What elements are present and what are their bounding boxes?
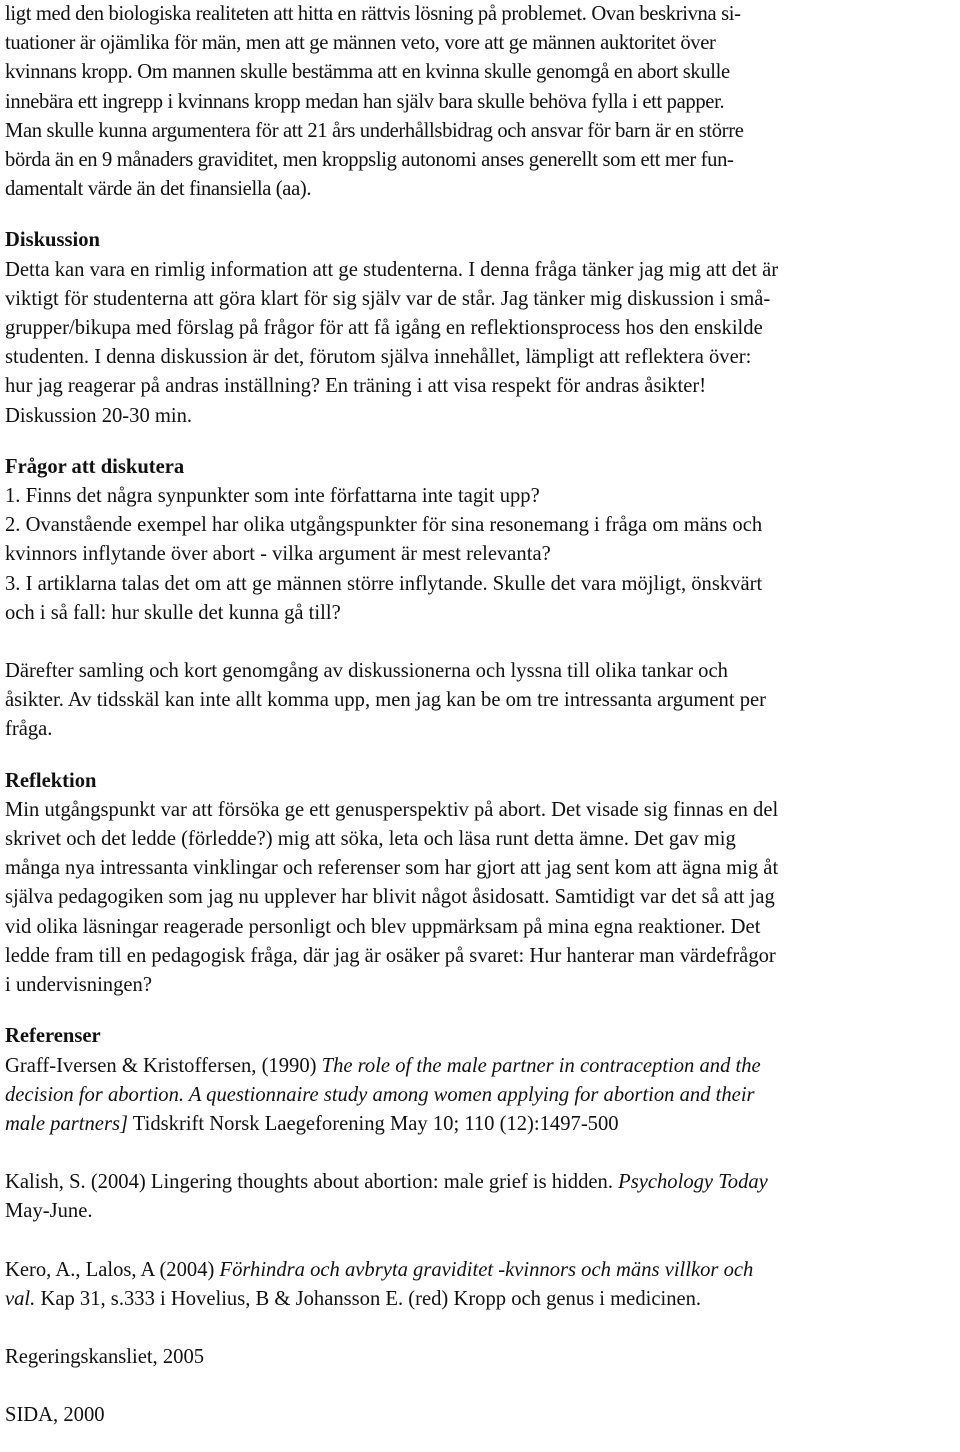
question-line: kvinnors inflytande över abort - vilka argument är mest relevanta? [5, 543, 551, 566]
reference-graff-iversen [5, 1052, 955, 1140]
intro-paragraph [5, 0, 955, 204]
question-line: och i så fall: hur skulle det kunna gå till? [5, 601, 341, 624]
reference-title: Förhindra och avbryta graviditet -kvinnors och mäns villkor och [219, 1258, 754, 1281]
reference-source: Tidskrift Norsk Laegeforening May 10; 110 (12):1497-500 [128, 1112, 619, 1135]
text-line: många nya intressanta vinklingar och referenser som har gjort att jag sent kom att ägna mig åt [5, 857, 779, 880]
text-line: ligt med den biologiska realiteten att hitta en rättvis lösning på problemet. Ovan beskrivna si- [5, 3, 741, 25]
reflektion-section [5, 767, 955, 1001]
text-line: Därefter samling och kort genomgång av diskussionerna och lyssna till olika tankar och [5, 660, 728, 683]
reference-source: Kap 31, s.333 i Hovelius, B & Johansson E. (red) Kropp och genus i medicinen. [35, 1287, 702, 1310]
text-line: studenten. I denna diskussion är det, förutom själva innehållet, lämpligt att reflektera över: [5, 346, 752, 369]
question-line: 1. Finns det några synpunkter som inte författarna inte tagit upp? [5, 485, 540, 508]
text-line: Min utgångspunkt var att försöka ge ett genusperspektiv på abort. Det visade sig finnas en del [5, 798, 779, 821]
text-line: tuationer är ojämlika för män, men att ge männen veto, vore att ge männen auktoritet över [5, 32, 716, 55]
text-line: själva pedagogiken som jag nu upplever har blivit något åsidosatt. Samtidigt var det så att jag [5, 886, 775, 909]
reference-authors: Graff-Iversen & Kristoffersen, (1990) [5, 1054, 322, 1077]
section-heading-diskussion: Diskussion [5, 229, 101, 252]
text-line: vid olika läsningar reagerade personligt och blev uppmärksam på mina egna reaktioner. Det [5, 915, 761, 938]
question-line: 2. Ovanstående exempel har olika utgångspunkter för sina resonemang i fråga om mäns och [5, 514, 763, 537]
text-line: ledde fram till en pedagogisk fråga, där jag är osäker på svaret: Hur hanterar man värdefrågor [5, 944, 776, 967]
section-heading-referenser: Referenser [5, 1025, 101, 1048]
text-line: Diskussion 20-30 min. [5, 404, 193, 427]
text-line: skrivet och det ledde (förledde?) mig att söka, leta och läsa runt detta ämne. Det gav mig [5, 828, 736, 851]
question-line: 3. I artiklarna talas det om att ge männen större inflytande. Skulle det vara möjligt, önskvärt [5, 572, 763, 595]
text-line: fråga. [5, 718, 53, 741]
darefter-paragraph [5, 657, 955, 745]
text-line: börda än en 9 månaders graviditet, men kroppslig autonomi anses generellt som ett mer fun- [5, 149, 734, 172]
text-line: Detta kan vara en rimlig information att ge studenterna. I denna fråga tänker jag mig att det är [5, 258, 779, 281]
text-line: viktigt för studenterna att göra klart för sig själv var de står. Jag tänker mig diskussion i små- [5, 287, 771, 310]
reference-kero [5, 1256, 955, 1314]
reference-regeringskansliet: Regeringskansliet, 2005 [5, 1345, 205, 1368]
text-line: grupper/bikupa med förslag på frågor för att få igång en reflektionsprocess hos den enskilde [5, 317, 763, 340]
reference-title: decision for abortion. A questionnaire study among women applying for abortion and their [5, 1083, 755, 1106]
text-line: innebära ett ingrepp i kvinnans kropp medan han själv bara skulle behöva fylla i ett papper. [5, 90, 725, 113]
text-line: Man skulle kunna argumentera för att 21 års underhållsbidrag och ansvar för barn är en större [5, 119, 744, 142]
diskussion-section [5, 226, 955, 430]
fragor-section [5, 453, 955, 628]
text-line: i undervisningen? [5, 974, 152, 997]
reference-kalish [5, 1168, 955, 1226]
reference-title: val. [5, 1287, 36, 1310]
reference-journal: Psychology Today [618, 1171, 768, 1194]
referenser-section [5, 1022, 955, 1430]
reference-title: The role of the male partner in contraception and the [321, 1054, 761, 1077]
reference-date: May-June. [5, 1200, 93, 1223]
text-line: kvinnans kropp. Om mannen skulle bestämma att en kvinna skulle genomgå en abort skulle [5, 61, 730, 84]
text-line: damentalt värde än det finansiella (aa). [5, 178, 312, 201]
reference-text: Kalish, S. (2004) Lingering thoughts about abortion: male grief is hidden. [5, 1171, 619, 1194]
document-page [5, 0, 955, 1430]
text-line: hur jag reagerar på andras inställning? En träning i att visa respekt för andras åsikter! [5, 375, 707, 398]
reference-title: male partners] [5, 1112, 128, 1135]
text-line: åsikter. Av tidsskäl kan inte allt komma upp, men jag kan be om tre intressanta argument per [5, 689, 767, 712]
section-heading-reflektion: Reflektion [5, 769, 97, 792]
reference-sida: SIDA, 2000 [5, 1404, 105, 1427]
reference-authors: Kero, A., Lalos, A (2004) [5, 1258, 220, 1281]
section-heading-fragor: Frågor att diskutera [5, 455, 185, 478]
